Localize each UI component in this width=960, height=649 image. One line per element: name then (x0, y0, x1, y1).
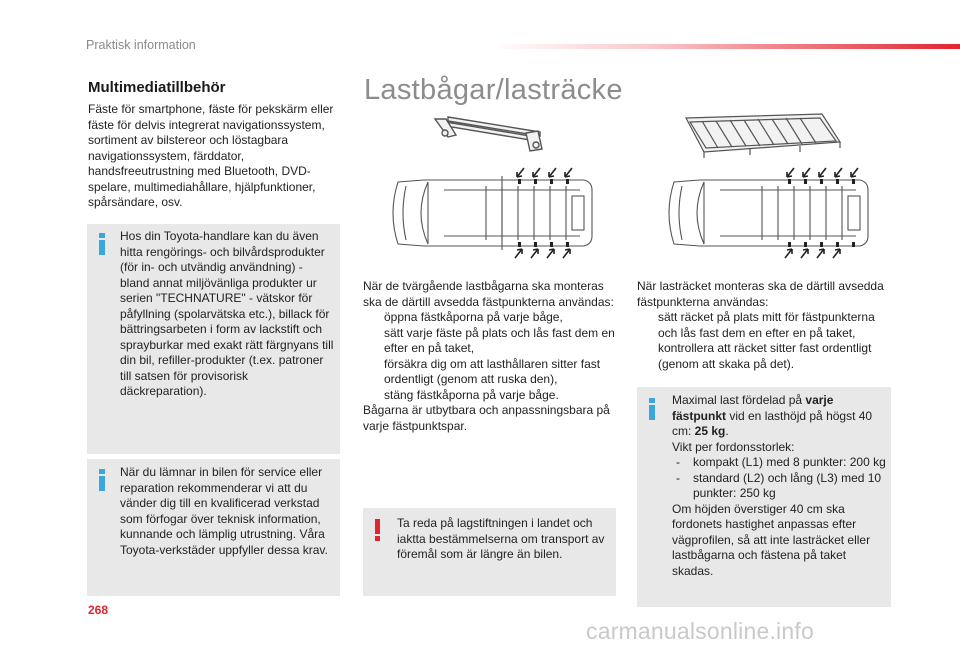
crossbars-intro: När de tvärgående lastbågarna ska monteras ska de därtill avsedda fästpunkterna användas: (363, 279, 614, 309)
list-item: - standard (L2) och lång (L3) med 10 punkter: 250 kg (676, 470, 882, 500)
info-note-products-text: Hos din Toyota-handlare kan du även hitta rengörings- och bilvårdsprodukter (för in- och utvändig användning) - bland annat miljövänliga produkter ur serien "TECHNATURE" - vätskor för påfyllning (spolarvätska etc.), billack för bättringsarbeten i form av lackstift och sprayburkar med exakt rätt färgnyans till din bil, refiller-produkter (t.ex. patroner till satsen för provisorisk däckreparation). (120, 229, 334, 398)
header-title: Praktisk information (86, 38, 196, 52)
info-note-load-text (672, 393, 887, 579)
list-item: kontrollera att räcket sitter fast ordentligt (genom att skaka på det). (658, 341, 872, 371)
page-number: 268 (88, 603, 109, 617)
crossbars-outro: Bågarna är utbytbara och anpassningsbara på varje fästpunktspar. (363, 403, 610, 433)
info-note-products (87, 224, 340, 454)
header-accent-bar (490, 44, 960, 49)
page-title: Lastbågar/lasträcke (364, 74, 623, 106)
info-icon (99, 469, 105, 491)
list-item: försäkra dig om att lasthållaren sitter fast ordentligt (genom att ruska den), (384, 356, 601, 386)
van-top-view-rack (660, 164, 870, 262)
list-item: öppna fästkåporna på varje båge, (384, 310, 563, 324)
info-note-load (637, 387, 891, 607)
warning-icon (375, 519, 381, 541)
multimedia-intro: Fäste för smartphone, fäste för pekskärm eller fäste för delvis integrerat navigationssystem, sortiment av bilstereor och löstagbara navigationssystem, färddator, handsfreeutrustning med Bluetooth, DVD-spelare, multimediahållare, hjälpfunktioner, spårsändare, osv. (88, 102, 334, 209)
info-note-service (87, 459, 340, 596)
multimedia-heading: Multimediatillbehör (88, 79, 226, 96)
page-header (0, 0, 960, 60)
weight-per-size-list (672, 455, 887, 502)
watermark: carmanualsonline.info (586, 618, 814, 644)
warning-note-text: Ta reda på lagstiftningen i landet och iaktta bestämmelserna om transport av föremål som är längre än bilen. (397, 516, 605, 561)
van-top-view-bars (384, 164, 594, 262)
list-item: stäng fästkåporna på varje båge. (384, 387, 559, 402)
roof-rack-illustration (680, 110, 845, 160)
info-icon (99, 233, 105, 255)
info-icon (649, 398, 655, 420)
weight-per-size-heading: Vikt per fordonsstorlek: (672, 439, 795, 454)
list-item: sätt varje fäste på plats och lås fast dem en efter en på taket, (384, 325, 615, 355)
crossbars-steps (363, 310, 621, 403)
warning-note (363, 508, 616, 596)
roof-bars-illustration (432, 115, 547, 155)
info-note-service-text: När du lämnar in bilen för service eller reparation rekommenderar vi att du vänder dig till en kvalificerad verkstad som förfogar över teknisk information, kunnande och lämplig utrustning. Våra Toyota-verkstäder uppfyller dessa krav. (120, 465, 328, 557)
height-warning-line: Om höjden överstiger 40 cm ska fordonets hastighet anpassas efter vägprofilen, så att inte lasträcket eller lastbågarna och fästena på taket skadas. (672, 501, 871, 578)
crossbars-instructions (363, 279, 621, 434)
load-limit-line: Maximal last fördelad på varje fästpunkt vid en lasthöjd på högst 40 cm: 25 kg. (672, 393, 873, 438)
list-item: - kompakt (L1) med 8 punkter: 200 kg (676, 455, 886, 469)
roof-rack-intro: När lasträcket monteras ska de därtill avsedda fästpunkterna användas: (637, 279, 884, 309)
roof-rack-steps (637, 310, 892, 372)
roof-rack-instructions (637, 279, 892, 372)
list-item: sätt räcket på plats mitt för fästpunkterna och lås fast dem en efter en på taket, (658, 310, 875, 340)
